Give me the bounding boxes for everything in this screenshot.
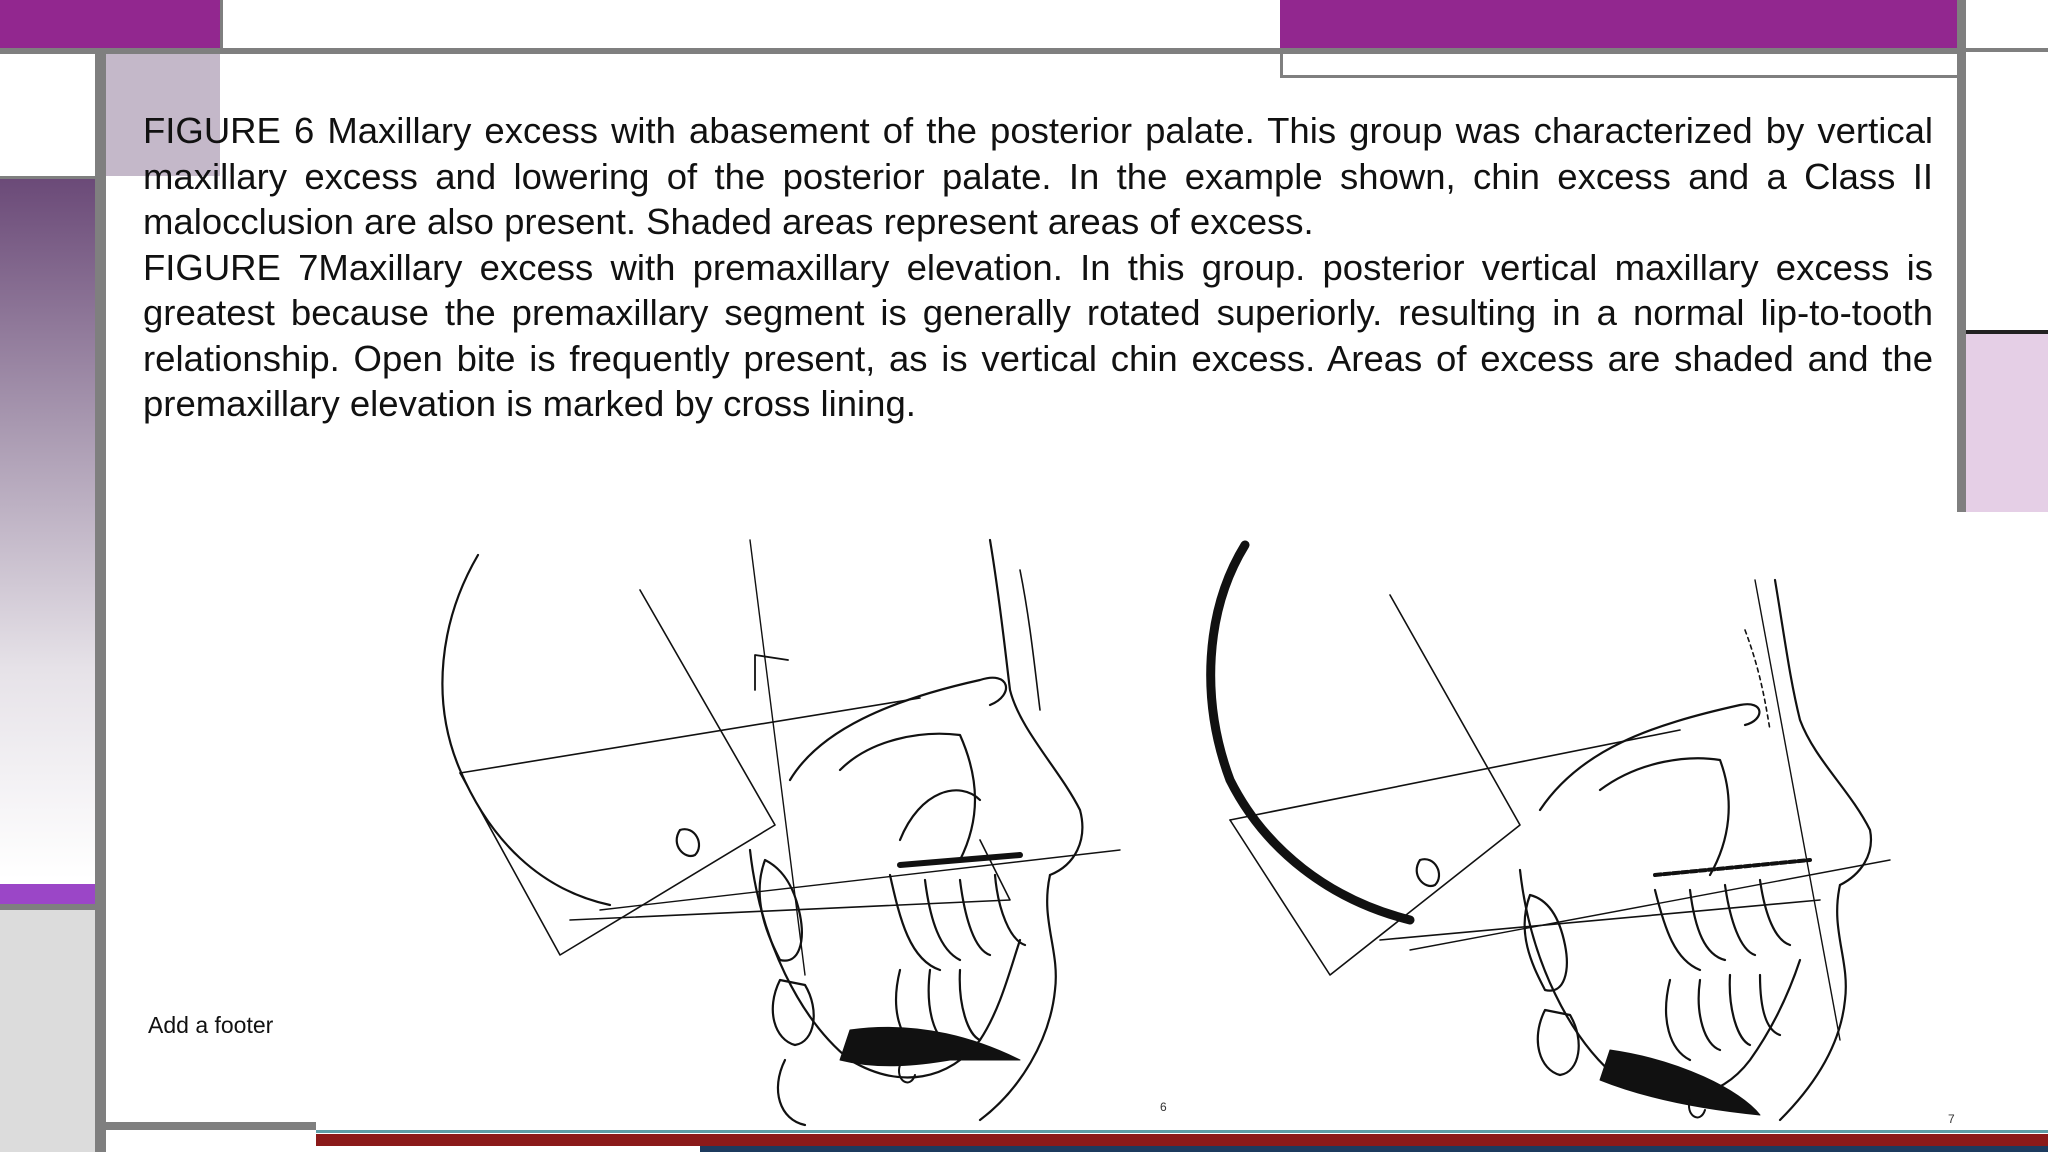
top-frame-line	[0, 48, 1965, 54]
cephalometric-tracings-image	[420, 520, 1940, 1135]
figure-7-caption: FIGURE 7Maxillary excess with premaxillary elevation. In this group. posterior vertical maxillary excess is greatest because the premaxillary segment is generally rotated superiorly. resulting in a normal lip-to-tooth relationship. Open bite is frequently present, as is vertical chin excess. Areas of excess are shaded and the premaxillary elevation is marked by cross lining.	[143, 246, 1933, 424]
left-outer-box	[0, 54, 95, 179]
right-lavender-panel	[1966, 334, 2048, 512]
top-left-accent-bar	[0, 0, 220, 48]
top-right-accent-bar	[1280, 0, 1960, 48]
right-black-line	[1966, 330, 2048, 334]
figure-6-caption: FIGURE 6 Maxillary excess with abasement of the posterior palate. This group was characterized by vertical maxillary excess and lowering of the posterior palate. In the example shown, chin excess and a Class II malocclusion are also present. Shaded areas represent areas of excess.	[143, 110, 1933, 242]
figure-caption-block	[143, 108, 1933, 427]
top-right-frame-line	[1965, 48, 2048, 52]
figure-6-tracing	[442, 540, 1120, 1125]
bottom-red-bar	[316, 1134, 2048, 1146]
figure-7-tracing	[1211, 545, 1890, 1120]
left-gradient-panel	[0, 179, 95, 879]
left-bottom-grey-panel	[0, 910, 95, 1152]
right-vertical-frame	[1957, 0, 1966, 512]
top-left-box-outline	[220, 0, 223, 50]
left-horizontal-divider-1	[0, 176, 95, 179]
top-right-inner-line	[1280, 48, 1283, 78]
top-right-inner-underline	[1280, 75, 1960, 78]
figure-6-number: 6	[1160, 1100, 1167, 1114]
bottom-grey-line	[106, 1122, 316, 1130]
left-vertical-frame	[95, 54, 106, 1152]
footer-placeholder[interactable]: Add a footer	[148, 1012, 274, 1038]
bottom-dark-line	[700, 1146, 2048, 1152]
left-violet-strip	[0, 884, 100, 904]
left-horizontal-divider-2	[0, 904, 95, 910]
figure-7-number: 7	[1948, 1112, 1955, 1126]
